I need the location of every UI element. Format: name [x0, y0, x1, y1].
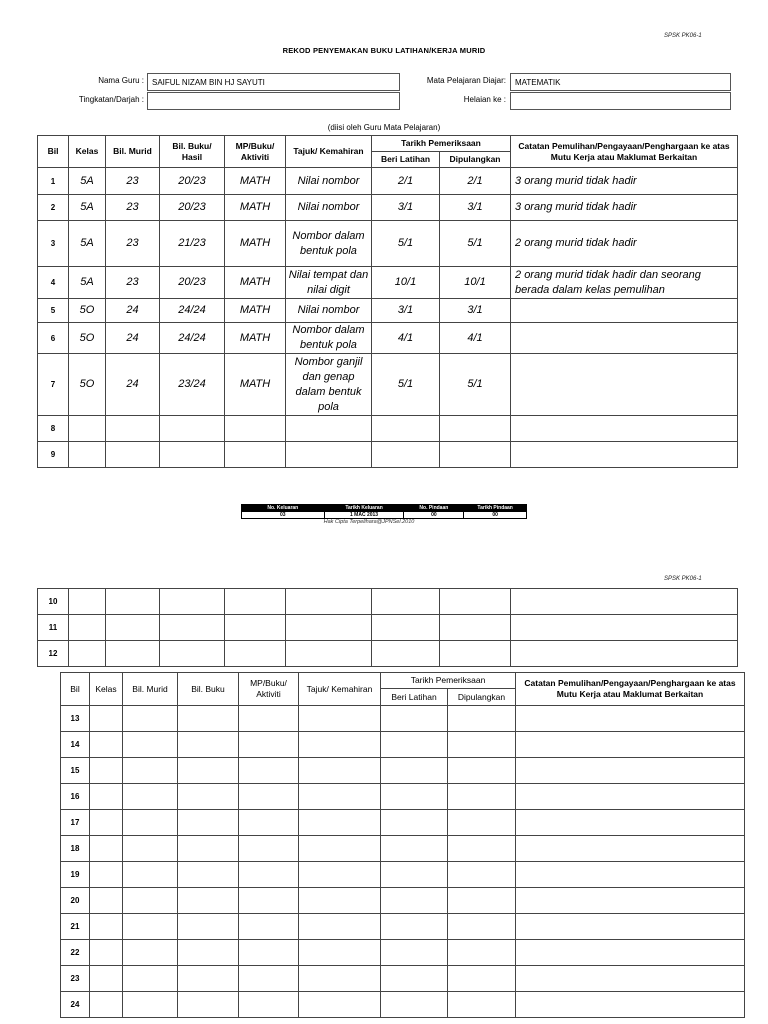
cell-bil: 8 [38, 416, 69, 442]
cell-bil: 2 [38, 195, 69, 221]
header-tarikh: Tarikh Pemeriksaan [372, 136, 511, 152]
cell-mp [225, 442, 286, 468]
cell-bil: 16 [61, 784, 90, 810]
cell-mp: MATH [225, 221, 286, 267]
cell-tajuk: Nilai nombor [286, 299, 372, 323]
cell-bil: 21 [61, 914, 90, 940]
form-code: SPSK PK06-1 [664, 33, 702, 39]
version-value: 1 MAC 2013 [324, 512, 404, 519]
table-row [38, 641, 738, 667]
cell-dipulangkan: 10/1 [440, 267, 511, 299]
cell-catatan: 3 orang murid tidak hadir [511, 168, 738, 195]
record-table [37, 135, 738, 468]
cell-beri: 3/1 [372, 299, 440, 323]
helaian-label: Helaian ke : [463, 95, 506, 104]
header-beri-latihan: Beri Latihan [381, 689, 448, 706]
version-header: Tarikh Pindaan [464, 505, 527, 512]
version-value: 00 [464, 512, 527, 519]
version-header: No. Pindaan [404, 505, 464, 512]
header-catatan: Catatan Pemulihan/Pengayaan/Penghargaan ke atas Mutu Kerja atau Maklumat Berkaitan [516, 673, 745, 706]
cell-dipulangkan: 3/1 [440, 195, 511, 221]
cell-tajuk: Nombor dalam bentuk pola [286, 323, 372, 354]
cell-mp: MATH [225, 267, 286, 299]
cell-mp: MATH [225, 299, 286, 323]
cell-buku: 20/23 [160, 195, 225, 221]
header-kelas: Kelas [69, 136, 106, 168]
header-mp: MP/Buku/ Aktiviti [225, 136, 286, 168]
version-value: 03 [242, 512, 325, 519]
header-bil: Bil [61, 673, 90, 706]
cell-bil: 3 [38, 221, 69, 267]
cell-murid [106, 416, 160, 442]
record-table-page2 [60, 672, 745, 1018]
cell-catatan: 3 orang murid tidak hadir [511, 195, 738, 221]
cell-buku: 21/23 [160, 221, 225, 267]
header-tarikh: Tarikh Pemeriksaan [381, 673, 516, 689]
cell-bil: 18 [61, 836, 90, 862]
cell-kelas [69, 442, 106, 468]
nama-guru-field[interactable]: SAIFUL NIZAM BIN HJ SAYUTI [147, 73, 400, 91]
table-row [61, 992, 745, 1018]
table-row [61, 836, 745, 862]
cell-murid: 24 [106, 323, 160, 354]
cell-bil: 24 [61, 992, 90, 1018]
mata-pelajaran-field[interactable]: MATEMATIK [510, 73, 731, 91]
cell-dipulangkan [440, 416, 511, 442]
table-row [38, 195, 738, 221]
version-table [241, 504, 527, 519]
cell-buku: 20/23 [160, 267, 225, 299]
cell-tajuk [286, 416, 372, 442]
header-bil-buku: Bil. Buku/ Hasil [160, 136, 225, 168]
cell-murid: 24 [106, 354, 160, 416]
cell-kelas: 5A [69, 195, 106, 221]
table-row [61, 914, 745, 940]
table-row [61, 810, 745, 836]
cell-dipulangkan [440, 442, 511, 468]
cell-bil: 22 [61, 940, 90, 966]
header-kelas: Kelas [90, 673, 123, 706]
header-beri-latihan: Beri Latihan [372, 152, 440, 168]
cell-beri [372, 442, 440, 468]
cell-kelas [69, 416, 106, 442]
header-catatan: Catatan Pemulihan/Pengayaan/Penghargaan ke atas Mutu Kerja atau Maklumat Berkaitan [511, 136, 738, 168]
cell-buku: 24/24 [160, 323, 225, 354]
cell-bil: 5 [38, 299, 69, 323]
cell-buku: 24/24 [160, 299, 225, 323]
cell-tajuk: Nilai tempat dan nilai digit [286, 267, 372, 299]
cell-kelas: 5O [69, 323, 106, 354]
table-row [38, 168, 738, 195]
cell-catatan [511, 354, 738, 416]
copyright-notice: Hak Cipta Terpelihara@JPNSel.2010 [323, 519, 415, 525]
table-row [38, 354, 738, 416]
cell-bil: 19 [61, 862, 90, 888]
cell-bil: 12 [38, 641, 69, 667]
nama-guru-label: Nama Guru : [98, 76, 144, 85]
cell-tajuk: Nilai nombor [286, 168, 372, 195]
header-dipulangkan: Dipulangkan [440, 152, 511, 168]
table-row [38, 615, 738, 641]
cell-catatan [511, 323, 738, 354]
cell-bil: 15 [61, 758, 90, 784]
mata-pelajaran-label: Mata Pelajaran Diajar: [426, 76, 506, 85]
cell-beri: 2/1 [372, 168, 440, 195]
cell-bil: 17 [61, 810, 90, 836]
table-row [61, 966, 745, 992]
cell-dipulangkan: 3/1 [440, 299, 511, 323]
header-tajuk: Tajuk/ Kemahiran [299, 673, 381, 706]
page-title: REKOD PENYEMAKAN BUKU LATIHAN/KERJA MURID [282, 46, 486, 55]
cell-murid: 23 [106, 267, 160, 299]
cell-buku [160, 416, 225, 442]
cell-mp: MATH [225, 195, 286, 221]
cell-beri: 5/1 [372, 354, 440, 416]
table-row [61, 940, 745, 966]
table-row [38, 416, 738, 442]
cell-murid: 23 [106, 195, 160, 221]
header-dipulangkan: Dipulangkan [448, 689, 516, 706]
cell-catatan [511, 299, 738, 323]
cell-tajuk [286, 442, 372, 468]
cell-bil: 9 [38, 442, 69, 468]
table-row [61, 706, 745, 732]
table-row [61, 888, 745, 914]
version-header: Tarikh Keluaran [324, 505, 404, 512]
cell-dipulangkan: 5/1 [440, 354, 511, 416]
table-row [38, 299, 738, 323]
cell-bil: 20 [61, 888, 90, 914]
header-bil-buku: Bil. Buku [178, 673, 239, 706]
cell-mp: MATH [225, 168, 286, 195]
cell-buku: 20/23 [160, 168, 225, 195]
cell-murid: 23 [106, 168, 160, 195]
cell-beri: 5/1 [372, 221, 440, 267]
cell-bil: 10 [38, 589, 69, 615]
header-tajuk: Tajuk/ Kemahiran [286, 136, 372, 168]
header-mp: MP/Buku/ Aktiviti [239, 673, 299, 706]
helaian-field[interactable] [510, 92, 731, 110]
cell-mp: MATH [225, 323, 286, 354]
cell-bil: 11 [38, 615, 69, 641]
cell-mp: MATH [225, 354, 286, 416]
cell-buku [160, 442, 225, 468]
form-code-page2: SPSK PK06-1 [664, 576, 702, 582]
cell-kelas: 5O [69, 354, 106, 416]
header-bil: Bil [38, 136, 69, 168]
cell-dipulangkan: 2/1 [440, 168, 511, 195]
table-row [38, 442, 738, 468]
cell-catatan [511, 416, 738, 442]
cell-catatan: 2 orang murid tidak hadir [511, 221, 738, 267]
table-row [38, 267, 738, 299]
cell-beri: 3/1 [372, 195, 440, 221]
cell-dipulangkan: 4/1 [440, 323, 511, 354]
cell-catatan: 2 orang murid tidak hadir dan seorang berada dalam kelas pemulihan [511, 267, 738, 299]
cell-buku: 23/24 [160, 354, 225, 416]
cell-catatan [511, 442, 738, 468]
version-value: 00 [404, 512, 464, 519]
cell-bil: 14 [61, 732, 90, 758]
cell-beri: 10/1 [372, 267, 440, 299]
cell-tajuk: Nilai nombor [286, 195, 372, 221]
tingkatan-label: Tingkatan/Darjah : [78, 95, 144, 104]
table-row [61, 862, 745, 888]
cell-murid: 24 [106, 299, 160, 323]
cell-beri [372, 416, 440, 442]
cell-mp [225, 416, 286, 442]
cell-murid: 23 [106, 221, 160, 267]
cell-bil: 6 [38, 323, 69, 354]
version-header: No. Keluaran [242, 505, 325, 512]
cell-bil: 1 [38, 168, 69, 195]
cell-bil: 7 [38, 354, 69, 416]
cell-kelas: 5A [69, 168, 106, 195]
table-row [61, 784, 745, 810]
cell-kelas: 5O [69, 299, 106, 323]
header-bil-murid: Bil. Murid [123, 673, 178, 706]
header-bil-murid: Bil. Murid [106, 136, 160, 168]
cell-kelas: 5A [69, 267, 106, 299]
cell-bil: 13 [61, 706, 90, 732]
cell-tajuk: Nombor ganjil dan genap dalam bentuk pola [286, 354, 372, 416]
cell-bil: 23 [61, 966, 90, 992]
table-note: (diisi oleh Guru Mata Pelajaran) [327, 123, 441, 132]
table-row [38, 323, 738, 354]
table-row [38, 221, 738, 267]
cell-dipulangkan: 5/1 [440, 221, 511, 267]
cell-tajuk: Nombor dalam bentuk pola [286, 221, 372, 267]
continuation-table [37, 588, 738, 667]
table-row [61, 758, 745, 784]
cell-beri: 4/1 [372, 323, 440, 354]
cell-murid [106, 442, 160, 468]
tingkatan-field[interactable] [147, 92, 400, 110]
cell-bil: 4 [38, 267, 69, 299]
table-row [61, 732, 745, 758]
table-row [38, 589, 738, 615]
cell-kelas: 5A [69, 221, 106, 267]
